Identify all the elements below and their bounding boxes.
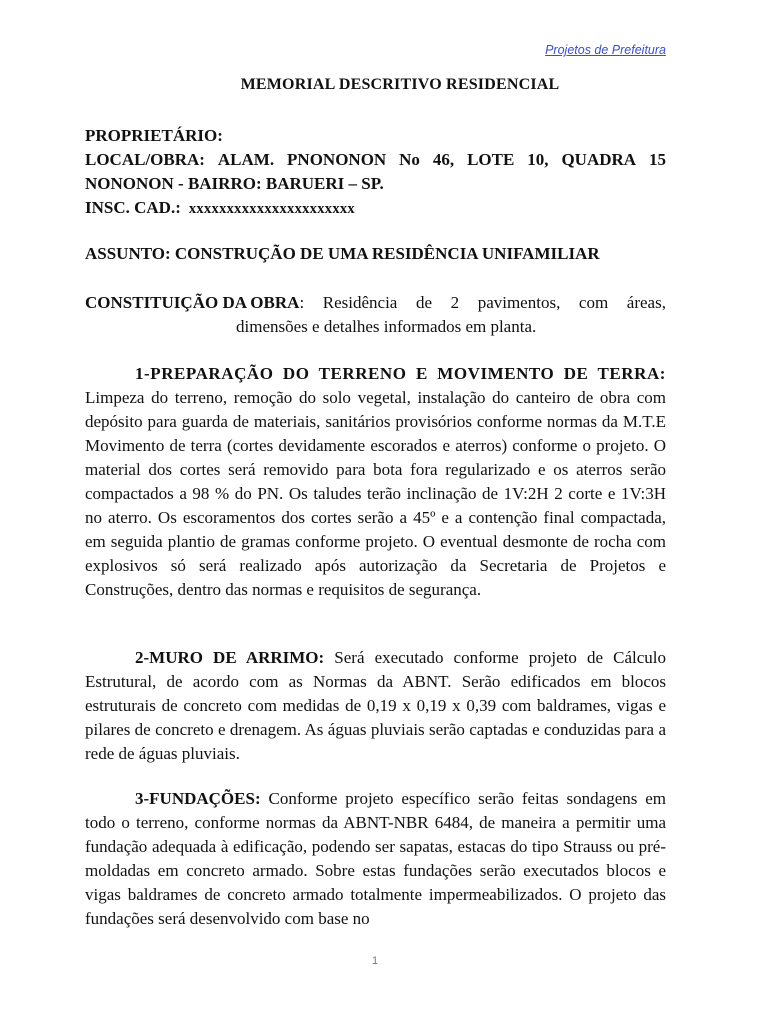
constituicao-paragraph (85, 291, 666, 339)
section-title: 2-MURO DE ARRIMO: (135, 648, 325, 667)
local-word: 10, (527, 150, 549, 169)
section-title: 3-FUNDAÇÕES: (135, 789, 261, 808)
section-preparacao-terreno (85, 362, 666, 602)
constituicao-label: CONSTITUIÇÃO DA OBRA (85, 293, 300, 312)
constituicao-first-line (85, 291, 666, 315)
projetos-de-prefeitura-link[interactable]: Projetos de Prefeitura (545, 43, 666, 57)
local-word: LOTE (467, 150, 515, 169)
local-obra-line (85, 148, 666, 172)
owner-info-block (85, 124, 666, 221)
insc-cad-line (85, 196, 666, 221)
constituicao-word: 2 (450, 293, 460, 312)
insc-cad-value: xxxxxxxxxxxxxxxxxxxxxx (188, 201, 355, 217)
constituicao-word: pavimentos, (477, 293, 561, 312)
page-number: 1 (371, 955, 379, 967)
constituicao-continuation: dimensões e detalhes informados em planta. (236, 317, 537, 336)
local-word: No (399, 150, 420, 169)
local-word: LOCAL/OBRA: (85, 150, 205, 169)
constituicao-word: áreas, (626, 293, 666, 312)
document-title: MEMORIAL DESCRITIVO RESIDENCIAL (240, 76, 560, 93)
constituicao-lead: CONSTITUIÇÃO DA OBRA: (85, 293, 305, 312)
insc-cad-label: INSC. CAD.: (85, 198, 181, 217)
section-fundacoes (85, 787, 666, 931)
constituicao-word: Residência (322, 293, 398, 312)
section-text: Limpeza do terreno, remoção do solo vegetal, instalação do canteiro de obra com depósito para guarda de materiais, sanitários provisórios conforme normas da M.T.E Movimento de terra (cortes devidamente escorados e aterros) conforme o projeto. O material dos cortes será removido para bota fora regularizado e os aterros serão compactados a 98 % do PN. Os taludes terão inclinação de 1V:2H 2 corte e 1V:3H no aterro. Os escoramentos dos cortes serão a 45º e a contenção final compactada, em seguida plantio de gramas conforme projeto. O eventual desmonte de rocha com explosivos só será realizado após autorização da Secretaria de Projetos e Construções, dentro das normas e requisitos de segurança. (85, 388, 666, 599)
assunto-heading: ASSUNTO: CONSTRUÇÃO DE UMA RESIDÊNCIA UNIFAMILIAR (85, 244, 600, 263)
local-word: 46, (432, 150, 455, 169)
proprietario-label: PROPRIETÁRIO: (85, 126, 223, 145)
bairro-line: NONONON - BAIRRO: BARUERI – SP. (85, 174, 384, 193)
constituicao-word: de (415, 293, 432, 312)
section-title: 1-PREPARAÇÃO DO TERRENO E MOVIMENTO DE TERRA: (135, 364, 666, 383)
local-word: QUADRA (561, 150, 637, 169)
local-word: ALAM. (217, 150, 275, 169)
local-word: PNONONON (287, 150, 387, 169)
constituicao-word: com (578, 293, 609, 312)
section-text: Será executado conforme projeto de Cálculo Estrutural, de acordo com as Normas da ABNT. Serão edificados em blocos estruturais de concreto com medidas de 0,19 x 0,19 x 0,39 com baldrames, vigas e pilares de concreto e drenagem. As águas pluviais serão captadas e conduzidas para a rede de águas pluviais. (85, 648, 666, 763)
section-text: Conforme projeto específico serão feitas sondagens em todo o terreno, conforme normas da ABNT-NBR 6484, de maneira a permitir uma fundação adequada à edificação, podendo ser sapatas, estacas do tipo Strauss ou pré-moldadas em concreto armado. Sobre estas fundações serão executados blocos e vigas baldrames de concreto armado totalmente impermeabilizados. O projeto das fundações será desenvolvido com base no (85, 789, 666, 928)
section-muro-de-arrimo (85, 646, 666, 766)
local-word: 15 (648, 150, 666, 169)
